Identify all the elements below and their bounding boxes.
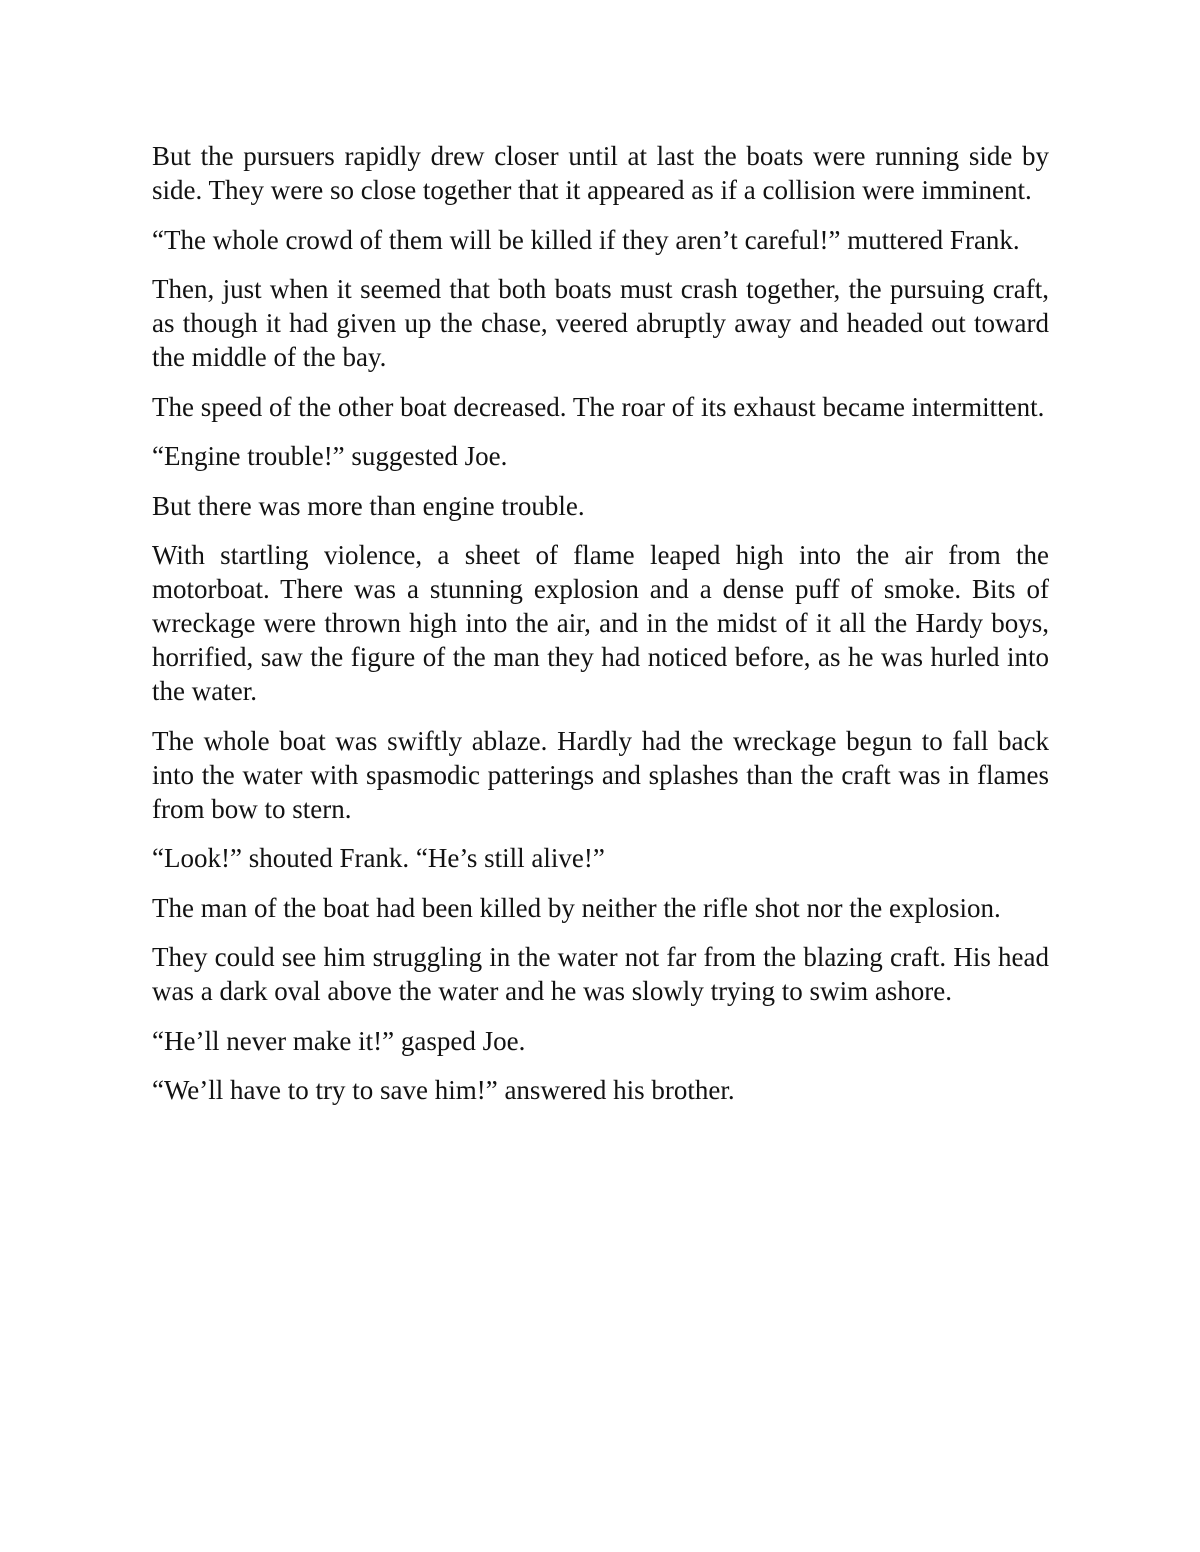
paragraph: They could see him struggling in the water not far from the blazing craft. His head was a dark oval above the water and he was slowly trying to swim ashore. bbox=[152, 942, 1049, 1006]
paragraph: “He’ll never make it!” gasped Joe. bbox=[152, 1025, 526, 1056]
paragraph: “Look!” shouted Frank. “He’s still alive!” bbox=[152, 843, 605, 873]
paragraph: “Engine trouble!” suggested Joe. bbox=[152, 441, 508, 471]
paragraph: The speed of the other boat decreased. The roar of its exhaust became intermittent. bbox=[152, 391, 1045, 422]
page-text-block bbox=[152, 139, 1049, 1107]
paragraph: The whole boat was swiftly ablaze. Hardly had the wreckage begun to fall back into the water with spasmodic patterings and splashes than the craft was in flames from bow to stern. bbox=[152, 725, 1049, 824]
paragraph: Then, just when it seemed that both boats must crash together, the pursuing craft, as though it had given up the chase, veered abruptly away and headed out toward the middle of the bay. bbox=[152, 274, 1049, 372]
paragraph: But the pursuers rapidly drew closer until at last the boats were running side by side. They were so close together that it appeared as if a collision were imminent. bbox=[152, 141, 1049, 205]
paragraph: “The whole crowd of them will be killed if they aren’t careful!” muttered Frank. bbox=[152, 224, 1020, 255]
paragraph: With startling violence, a sheet of flame leaped high into the air from the motorboat. There was a stunning explosion and a dense puff of smoke. Bits of wreckage were thrown high into the air, and in the midst of it all the Hardy boys, horrified, saw the figure of the man they had noticed before, as he was hurled into the water. bbox=[152, 540, 1049, 706]
paragraph: “We’ll have to try to save him!” answered his brother. bbox=[152, 1075, 735, 1105]
paragraph: But there was more than engine trouble. bbox=[152, 490, 585, 521]
paragraph: The man of the boat had been killed by neither the rifle shot nor the explosion. bbox=[152, 892, 1001, 923]
